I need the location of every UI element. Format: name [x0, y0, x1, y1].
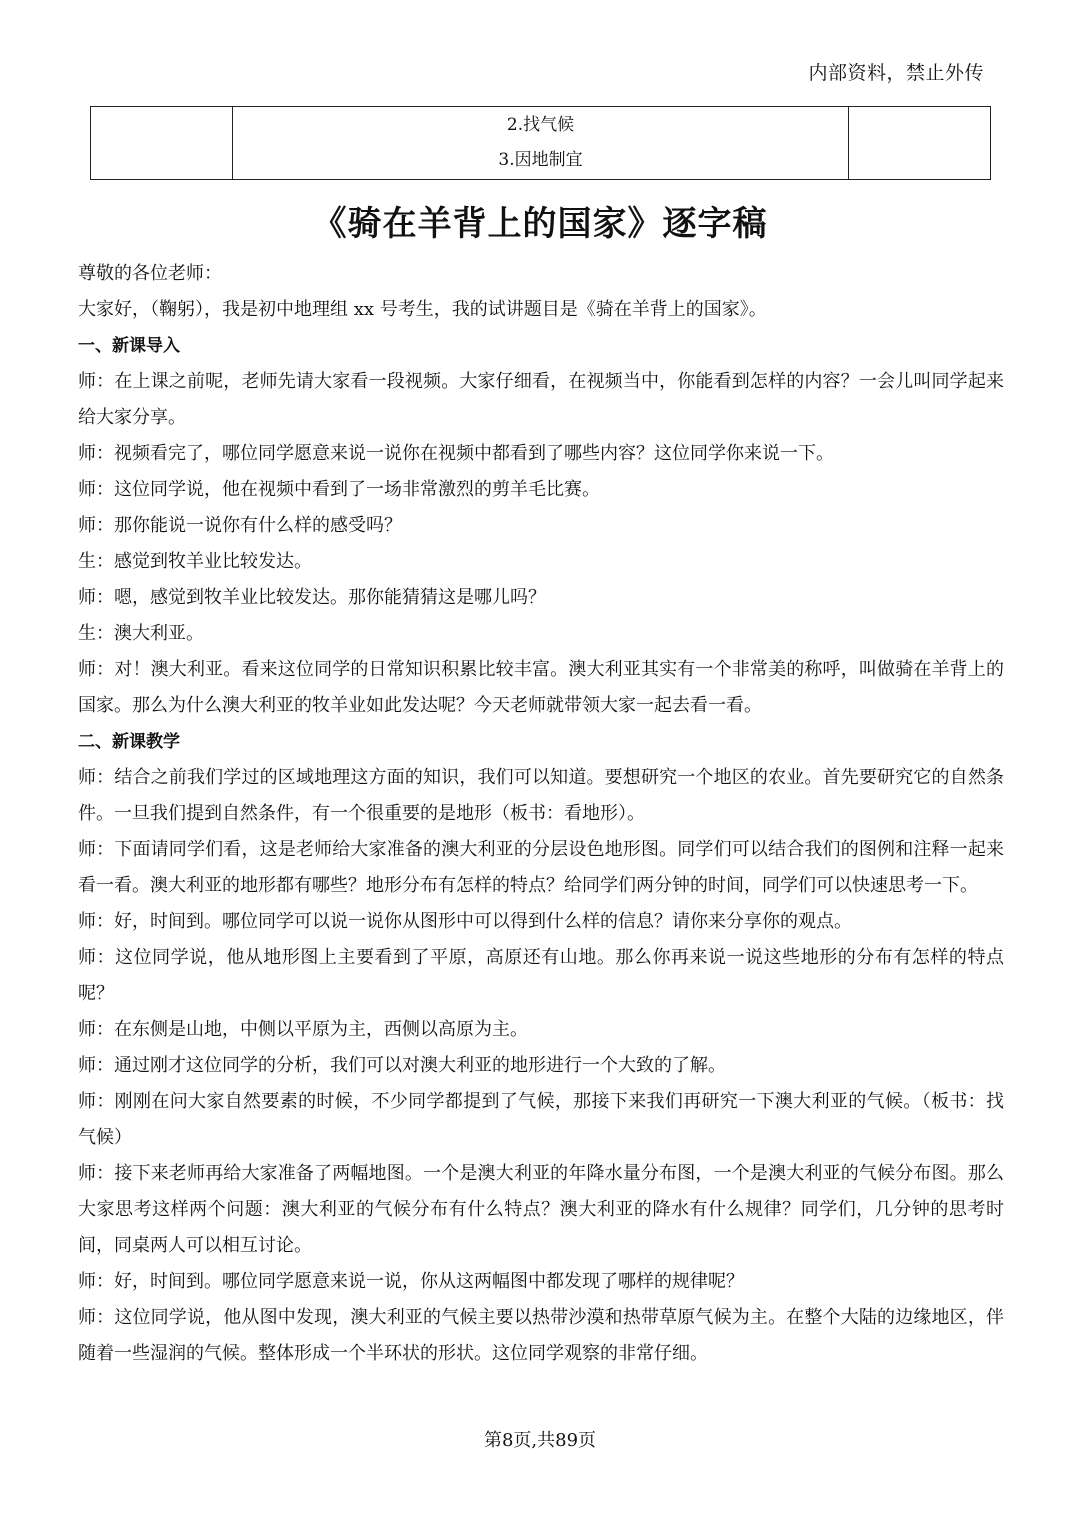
paragraph: 师：这位同学说，他从图中发现，澳大利亚的气候主要以热带沙漠和热带草原气候为主。在整个大陆的边缘地区，伴随着一些湿润的气候。整体形成一个半环状的形状。这位同学观察的非常仔细。: [78, 1307, 1004, 1364]
board-line-2: 3.因地制宜: [498, 150, 583, 170]
blackboard-table: [90, 106, 991, 180]
table-cell-middle: [233, 107, 848, 179]
paragraph: 师：那你能说一说你有什么样的感受吗？: [78, 515, 402, 536]
table-cell-left: [91, 107, 233, 179]
paragraph: 师：嗯，感觉到牧羊业比较发达。那你能猜猜这是哪儿吗？: [78, 587, 546, 608]
transcript-body: [78, 256, 1004, 1372]
paragraph: 尊敬的各位老师：: [78, 263, 222, 284]
paragraph: 师：接下来老师再给大家准备了两幅地图。一个是澳大利亚的年降水量分布图，一个是澳大利亚的气候分布图。那么大家思考这样两个问题：澳大利亚的气候分布有什么特点？澳大利亚的降水有什么规律？同学们，几分钟的思考时间，同桌两人可以相互讨论。: [78, 1163, 1004, 1256]
paragraph: 师：通过刚才这位同学的分析，我们可以对澳大利亚的地形进行一个大致的了解。: [78, 1055, 726, 1076]
paragraph: 师：对！澳大利亚。看来这位同学的日常知识积累比较丰富。澳大利亚其实有一个非常美的称呼，叫做骑在羊背上的国家。那么为什么澳大利亚的牧羊业如此发达呢？今天老师就带领大家一起去看一看。: [78, 659, 1004, 716]
paragraph: 师：这位同学说，他在视频中看到了一场非常激烈的剪羊毛比赛。: [78, 479, 600, 500]
section-heading: 二、新课教学: [78, 732, 180, 752]
confidential-note: 内部资料，禁止外传: [808, 62, 984, 84]
page-number: 第8页,共89页: [483, 1430, 597, 1451]
paragraph: 师：下面请同学们看，这是老师给大家准备的澳大利亚的分层设色地形图。同学们可以结合我们的图例和注释一起来看一看。澳大利亚的地形都有哪些？地形分布有怎样的特点？给同学们两分钟的时间，同学们可以快速思考一下。: [78, 839, 1004, 896]
paragraph: 生：感觉到牧羊业比较发达。: [78, 551, 312, 572]
paragraph: 师：视频看完了，哪位同学愿意来说一说你在视频中都看到了哪些内容？这位同学你来说一下。: [78, 443, 834, 464]
paragraph: 师：刚刚在问大家自然要素的时候，不少同学都提到了气候，那接下来我们再研究一下澳大利亚的气候。（板书：找气候）: [78, 1091, 1004, 1148]
board-line-1: 2.找气候: [506, 115, 575, 135]
paragraph: 师：在东侧是山地，中侧以平原为主，西侧以高原为主。: [78, 1019, 528, 1040]
document-title: 《骑在羊背上的国家》逐字稿: [312, 204, 768, 244]
paragraph: 师：在上课之前呢，老师先请大家看一段视频。大家仔细看，在视频当中，你能看到怎样的内容？一会儿叫同学起来给大家分享。: [78, 371, 1004, 428]
paragraph: 师：这位同学说，他从地形图上主要看到了平原，高原还有山地。那么你再来说一说这些地形的分布有怎样的特点呢？: [78, 947, 1004, 1004]
paragraph: 大家好，（鞠躬），我是初中地理组 xx 号考生，我的试讲题目是《骑在羊背上的国家》。: [78, 299, 767, 320]
paragraph: 生：澳大利亚。: [78, 623, 204, 644]
table-cell-right: [848, 107, 990, 179]
paragraph: 师：好，时间到。哪位同学可以说一说你从图形中可以得到什么样的信息？请你来分享你的观点。: [78, 911, 852, 932]
paragraph: 师：结合之前我们学过的区域地理这方面的知识，我们可以知道。要想研究一个地区的农业。首先要研究它的自然条件。一旦我们提到自然条件，有一个很重要的是地形（板书：看地形）。: [78, 767, 1004, 824]
section-heading: 一、新课导入: [78, 336, 180, 356]
paragraph: 师：好，时间到。哪位同学愿意来说一说，你从这两幅图中都发现了哪样的规律呢？: [78, 1271, 744, 1292]
